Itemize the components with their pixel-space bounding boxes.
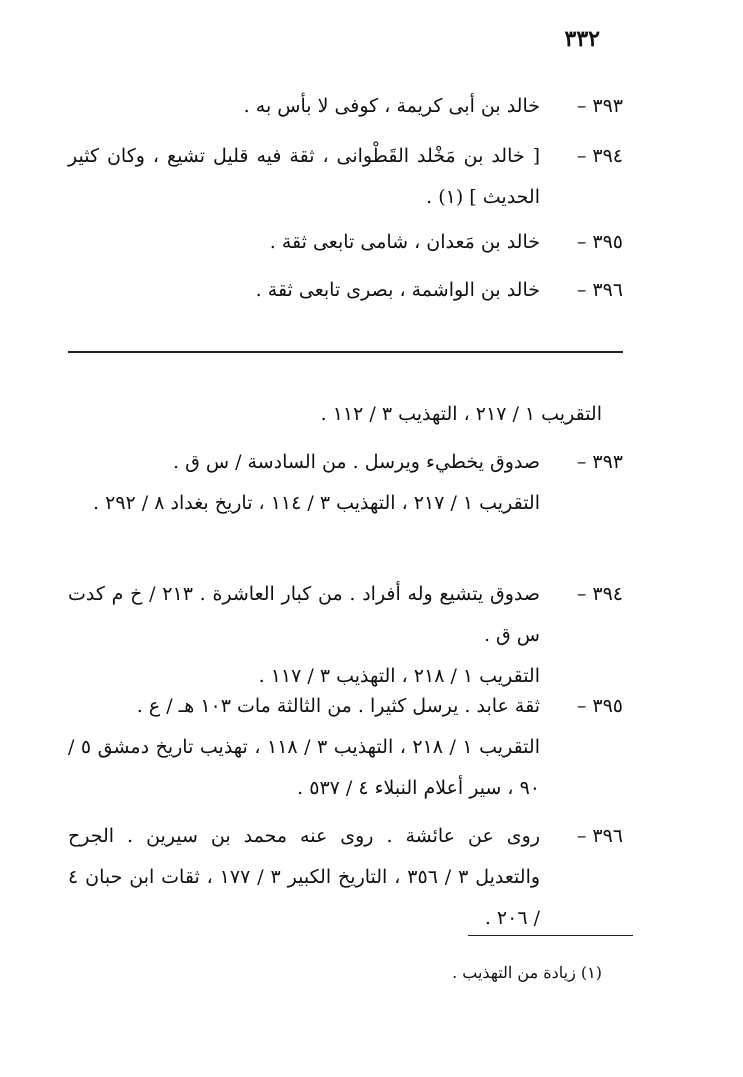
entry-number: ٣٩٦ – [576, 279, 623, 301]
footnote-line: روى عن عائشة . روى عنه محمد بن سيرين . الجرح والتعديل ٣ / ٣٥٦ ، التاريخ الكبير ٣ / ١٧٧ ، ثقات ابن حبان ٤ / ٢٠٦ . [68, 825, 541, 929]
separator-rule [68, 351, 623, 353]
entry-text: خالد بن مَعدان ، شامى تابعى ثقة . [269, 231, 540, 253]
page-number: ٣٣٢ [564, 26, 600, 52]
entry-394 [68, 136, 623, 218]
footnote-line: صدوق يتشيع وله أفراد . من كبار العاشرة . ٢١٣ / خ م كدت س ق . [68, 583, 540, 646]
footnote-394 [68, 574, 623, 697]
footnote-number: ٣٩٤ – [576, 583, 623, 605]
entry-text: خالد بن الواشمة ، بصرى تابعى ثقة . [255, 279, 540, 301]
footnote-395 [68, 686, 623, 809]
entry-number: ٣٩٥ – [576, 231, 623, 253]
footnote-number: ٣٩٦ – [576, 825, 623, 847]
entry-number: ٣٩٤ – [576, 145, 623, 167]
footnote-396 [68, 816, 623, 939]
entry-396 [68, 270, 623, 311]
footnote-number: ٣٩٣ – [576, 451, 623, 473]
footnote-line: التقريب ١ / ٢١٧ ، التهذيب ٣ / ١١٤ ، تاريخ بغداد ٨ / ٢٩٢ . [93, 492, 540, 514]
footnote-number: ٣٩٥ – [576, 695, 623, 717]
footnote-preface: التقريب ١ / ٢١٧ ، التهذيب ٣ / ١١٢ . [320, 403, 602, 425]
footnote-line: التقريب ١ / ٢١٨ ، التهذيب ٣ / ١١٨ ، تهذيب تاريخ دمشق ٥ / ٩٠ ، سير أعلام النبلاء ٤ / ٥٣٧ . [68, 736, 540, 799]
entry-393 [68, 86, 623, 127]
entry-395 [68, 222, 623, 263]
footnote-rule [468, 935, 633, 936]
bottom-footnote: (١) زيادة من التهذيب . [452, 963, 602, 982]
footnote-393 [68, 442, 623, 524]
footnote-line: ثقة عابد . يرسل كثيرا . من الثالثة مات ١٠٣ هـ / ع . [136, 695, 540, 717]
entry-text: [ خالد بن مَخْلد القَطْوانى ، ثقة فيه قليل تشيع ، وكان كثير الحديث ] (١) . [68, 145, 540, 208]
entry-number: ٣٩٣ – [576, 95, 623, 117]
footnote-line: التقريب ١ / ٢١٨ ، التهذيب ٣ / ١١٧ . [258, 665, 540, 687]
footnote-line: صدوق يخطيء ويرسل . من السادسة / س ق . [173, 451, 540, 473]
entry-text: خالد بن أبى كريمة ، كوفى لا بأس به . [243, 95, 540, 117]
